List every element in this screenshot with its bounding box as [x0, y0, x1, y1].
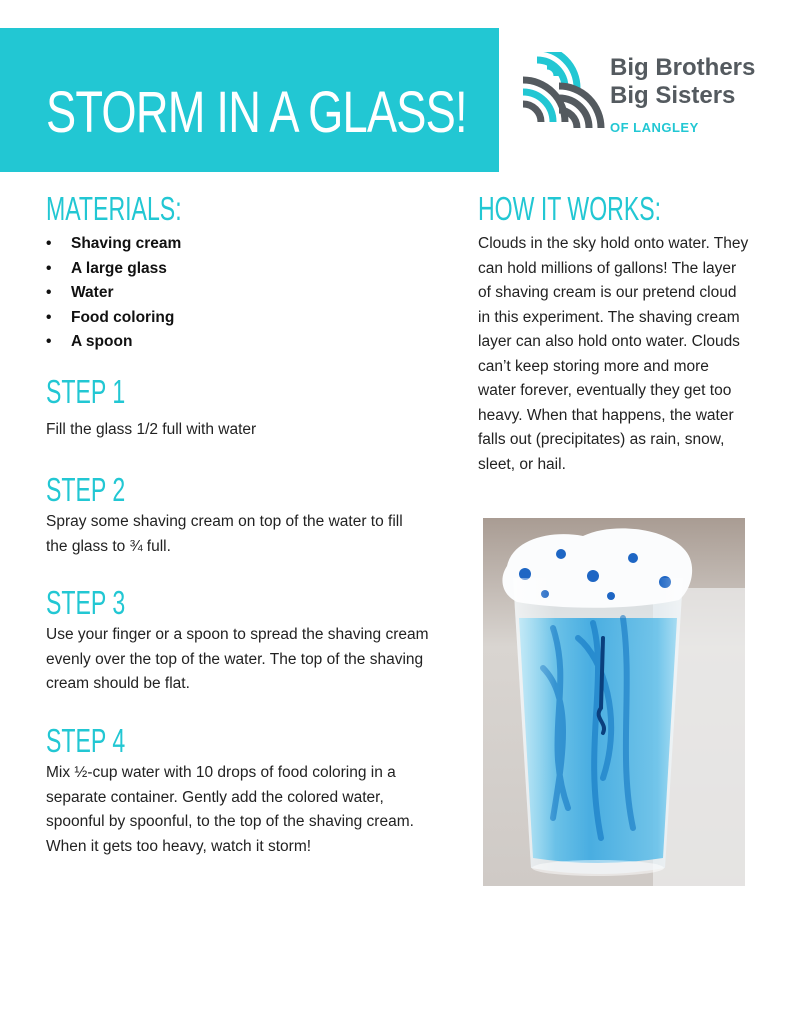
step-2-heading: STEP 2	[46, 471, 126, 508]
organization-logo	[515, 52, 755, 148]
storm-glass-photo	[483, 518, 745, 886]
list-item: • Water	[46, 281, 181, 306]
step-1-text: Fill the glass 1/2 full with water	[46, 421, 257, 438]
title-banner	[0, 28, 499, 172]
how-it-works-text: Clouds in the sky hold onto water. They can hold millions of gallons! The layer of shaving cream is our pretend cloud in this experiment. The shaving cream layer can also hold onto water. Clouds can’t keep storing more and more water forever, eventually they get too heavy. When that happens, the water falls out (precipitates) as rain, snow, sleet, or hail.	[478, 235, 749, 473]
step-4-heading: STEP 4	[46, 722, 126, 759]
materials-heading: MATERIALS:	[46, 190, 182, 227]
list-item: • A large glass	[46, 257, 181, 282]
step-3-heading: STEP 3	[46, 584, 126, 621]
step-4-text: Mix ½-cup water with 10 drops of food coloring in a separate container. Gently add the colored water, spoonful by spoonful, to the top of the shaving cream. When it gets too heavy, watch it storm!	[46, 764, 414, 855]
materials-list	[46, 232, 181, 355]
page-title: STORM IN A GLASS!	[46, 80, 467, 145]
list-item: • Food coloring	[46, 306, 181, 331]
how-it-works-heading: HOW IT WORKS:	[478, 190, 662, 227]
arcs-logo-icon	[515, 52, 607, 144]
step-1-heading: STEP 1	[46, 373, 126, 410]
logo-text-line2: Big Sisters	[610, 82, 736, 109]
step-3-text: Use your finger or a spoon to spread the shaving cream evenly over the top of the water. The top of the shaving cream should be flat.	[46, 626, 429, 692]
list-item: • A spoon	[46, 330, 181, 355]
step-2-text: Spray some shaving cream on top of the water to fill the glass to ¾ full.	[46, 513, 403, 555]
logo-text-line1: Big Brothers	[610, 54, 756, 81]
logo-text-line3: OF LANGLEY	[610, 120, 699, 135]
list-item: • Shaving cream	[46, 232, 181, 257]
